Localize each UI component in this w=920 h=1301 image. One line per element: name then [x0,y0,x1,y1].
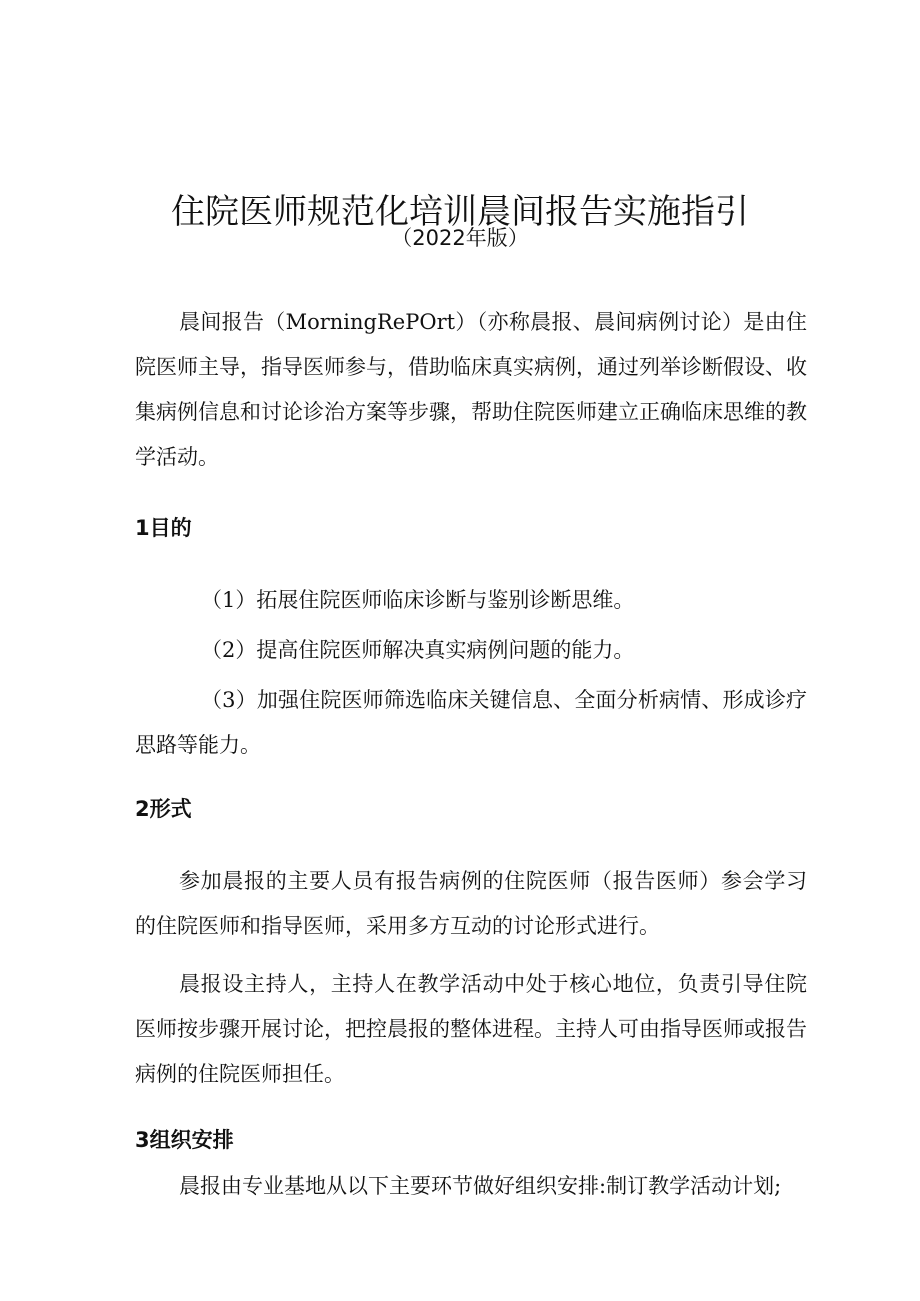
organization-paragraph-1: 晨报由专业基地从以下主要环节做好组织安排:制订教学活动计划; [179,1174,782,1198]
purpose-item-1: （1）拓展住院医师临床诊断与鉴别诊断思维。 [201,588,635,612]
format-paragraph-1: 参加晨报的主要人员有报告病例的住院医师（报告医师）参会学习的住院医师和指导医师，采用多方互动的讨论形式进行。 [135,869,807,938]
document-subtitle: （2022年版） [391,226,529,250]
section-heading-format: 2形式 [135,797,192,821]
section-heading-purpose: 1目的 [135,516,192,540]
document-title: 住院医师规范化培训晨间报告实施指引 [171,191,749,232]
section-heading-organization: 3组织安排 [135,1128,234,1152]
purpose-item-3: （3）加强住院医师筛选临床关键信息、全面分析病情、形成诊疗思路等能力。 [135,688,807,757]
intro-paragraph: 晨间报告（MorningRePOrt）（亦称晨报、晨间病例讨论）是由住院医师主导，指导医师参与，借助临床真实病例，通过列举诊断假设、收集病例信息和讨论诊治方案等步骤，帮助住院医师建立正确临床思维的教学活动。 [135,310,807,469]
purpose-item-2: （2）提高住院医师解决真实病例问题的能力。 [201,638,635,662]
format-paragraph-2: 晨报设主持人，主持人在教学活动中处于核心地位，负责引导住院医师按步骤开展讨论，把控晨报的整体进程。主持人可由指导医师或报告病例的住院医师担任。 [135,972,807,1086]
